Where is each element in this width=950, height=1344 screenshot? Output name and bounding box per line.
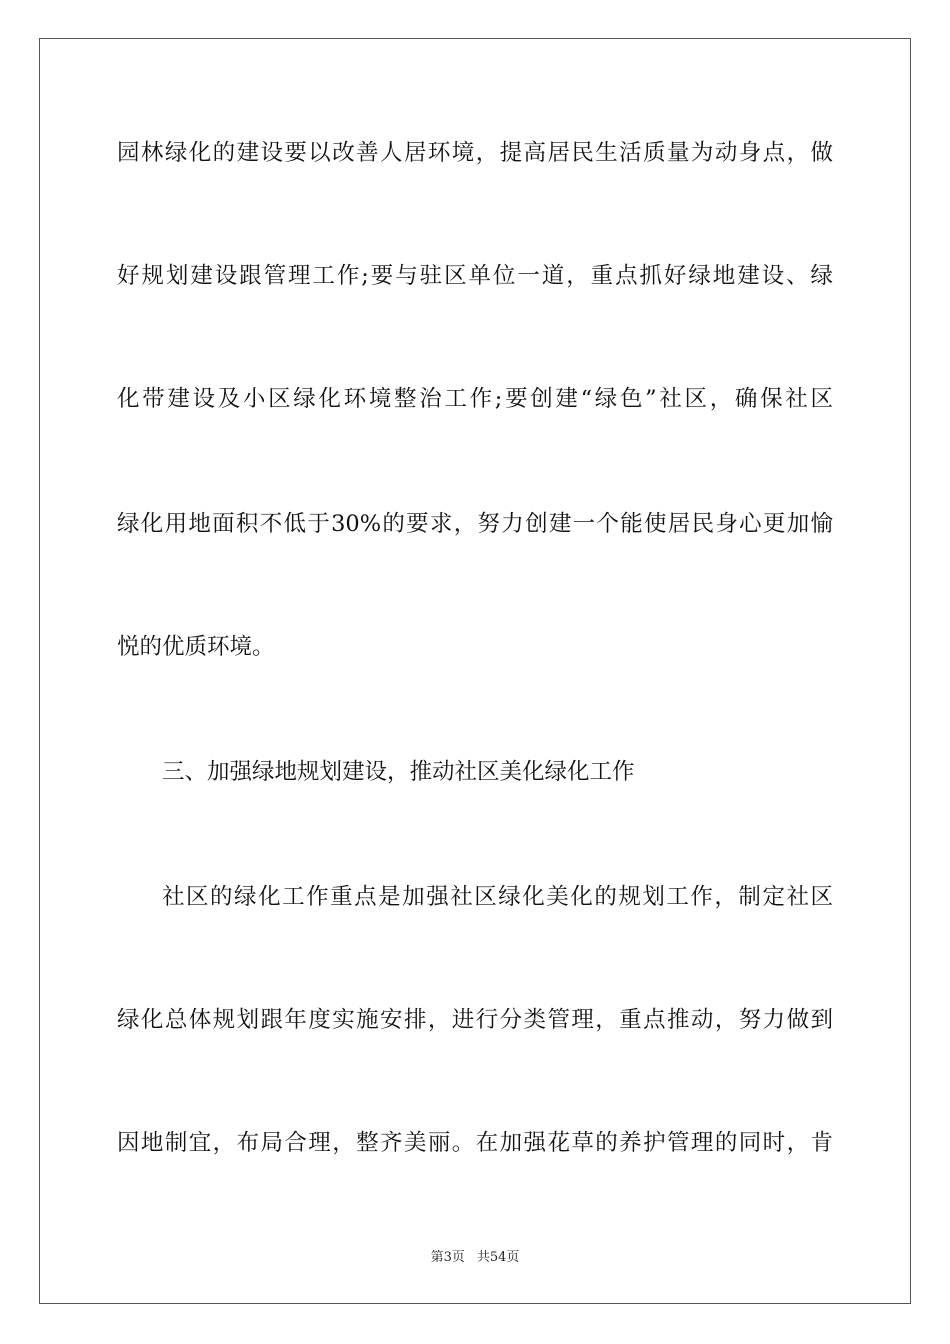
- paragraph2-line-1: 社区的绿化工作重点是加强社区绿化美化的规划工作，制定社区: [162, 884, 833, 910]
- body-line-3: 化带建设及小区绿化环境整治工作;要创建“绿色”社区，确保社区: [117, 386, 833, 412]
- section-heading: 三、加强绿地规划建设，推动社区美化绿化工作: [162, 759, 635, 785]
- paragraph2-line-3: 因地制宜，布局合理，整齐美丽。在加强花草的养护管理的同时，肯: [117, 1130, 833, 1156]
- page-frame: [39, 38, 911, 1304]
- page-number: 第3页: [430, 1250, 465, 1265]
- body-line-2: 好规划建设跟管理工作;要与驻区单位一道，重点抓好绿地建设、绿: [117, 263, 833, 289]
- total-pages: 共54页: [476, 1250, 520, 1265]
- paragraph2-line-2: 绿化总体规划跟年度实施安排，进行分类管理，重点推动，努力做到: [117, 1007, 833, 1033]
- page-footer: [0, 1246, 950, 1265]
- body-line-1: 园林绿化的建设要以改善人居环境，提高居民生活质量为动身点，做: [117, 140, 833, 166]
- body-line-4: 绿化用地面积不低于30%的要求，努力创建一个能使居民身心更加愉: [117, 511, 833, 537]
- body-line-5: 悦的优质环境。: [117, 634, 275, 660]
